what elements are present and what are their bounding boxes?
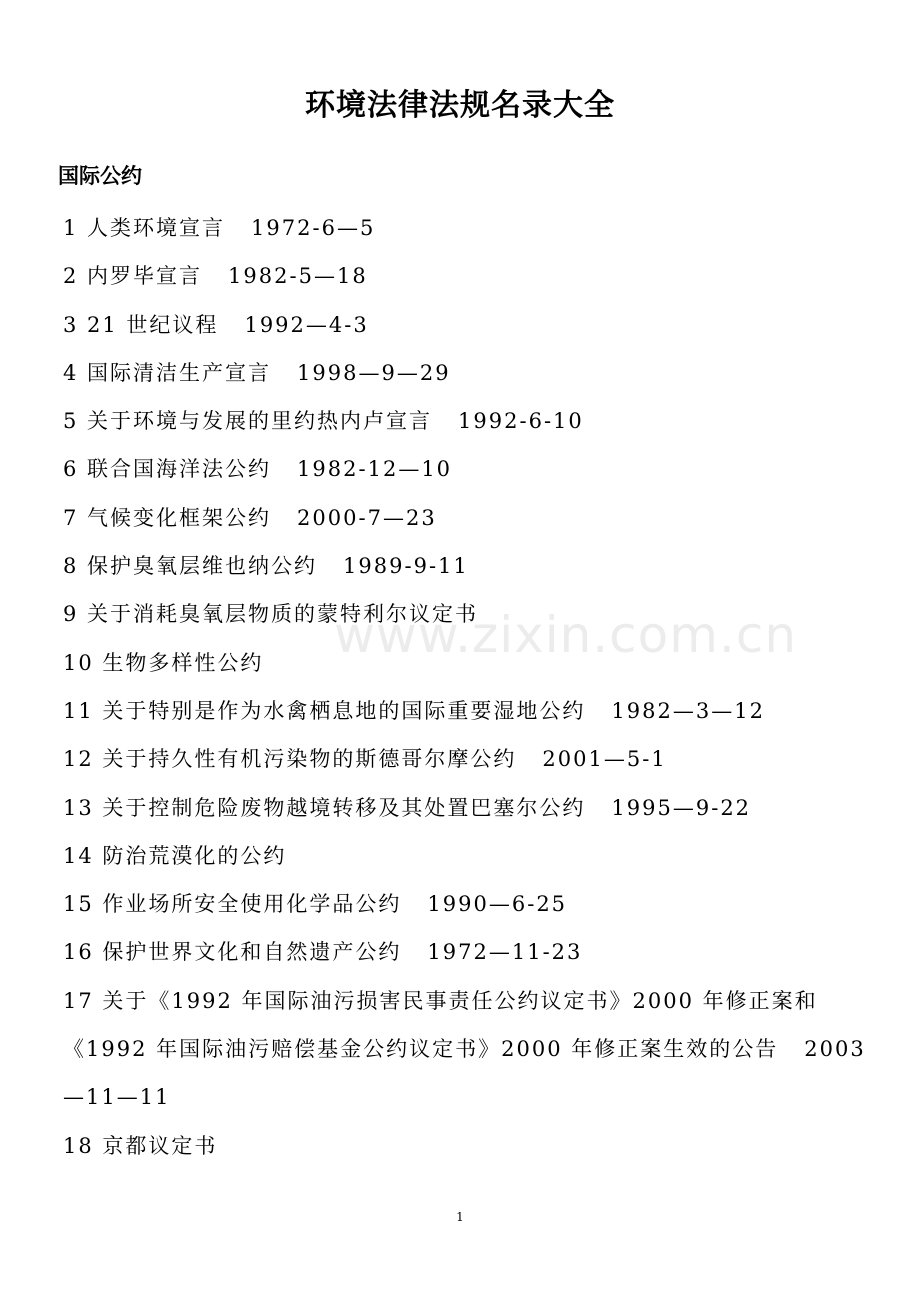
list-item: 8 保护臭氧层维也纳公约 1989-9-11 <box>63 554 469 579</box>
list-item: 14 防治荒漠化的公约 <box>63 843 287 868</box>
regulation-list <box>58 204 878 1170</box>
document-title: 环境法律法规名录大全 <box>305 88 615 123</box>
section-heading: 国际公约 <box>58 164 142 188</box>
list-item: 17 关于《1992 年国际油污损害民事责任公约议定书》2000 年修正案和《1992 年国际油污赔偿基金公约议定书》2000 年修正案生效的公告 2003—11—11 <box>63 988 866 1110</box>
page-number: 1 <box>456 1210 464 1224</box>
list-item: 15 作业场所安全使用化学品公约 1990—6-25 <box>63 892 568 917</box>
list-item: 11 关于特别是作为水禽栖息地的国际重要湿地公约 1982—3—12 <box>63 698 765 723</box>
list-item: 6 联合国海洋法公约 1982-12—10 <box>63 457 453 482</box>
list-item: 18 京都议定书 <box>63 1133 218 1158</box>
list-item: 10 生物多样性公约 <box>63 650 264 675</box>
list-item: 12 关于持久性有机污染物的斯德哥尔摩公约 2001—5-1 <box>63 747 667 772</box>
list-item: 4 国际清洁生产宣言 1998—9—29 <box>63 360 451 385</box>
list-item: 3 21 世纪议程 1992—4-3 <box>63 312 369 337</box>
list-item: 2 内罗毕宣言 1982-5—18 <box>63 264 368 289</box>
list-item: 9 关于消耗臭氧层物质的蒙特利尔议定书 <box>63 602 479 627</box>
watermark: www.zixin.com.cn <box>334 606 798 664</box>
list-item: 16 保护世界文化和自然遗产公约 1972—11-23 <box>63 940 583 965</box>
list-item: 13 关于控制危险废物越境转移及其处置巴塞尔公约 1995—9-22 <box>63 795 752 820</box>
list-item: 5 关于环境与发展的里约热内卢宣言 1992-6-10 <box>63 409 584 434</box>
list-item: 7 气候变化框架公约 2000-7—23 <box>63 505 437 530</box>
list-item: 1 人类环境宣言 1972-6—5 <box>63 216 376 240</box>
